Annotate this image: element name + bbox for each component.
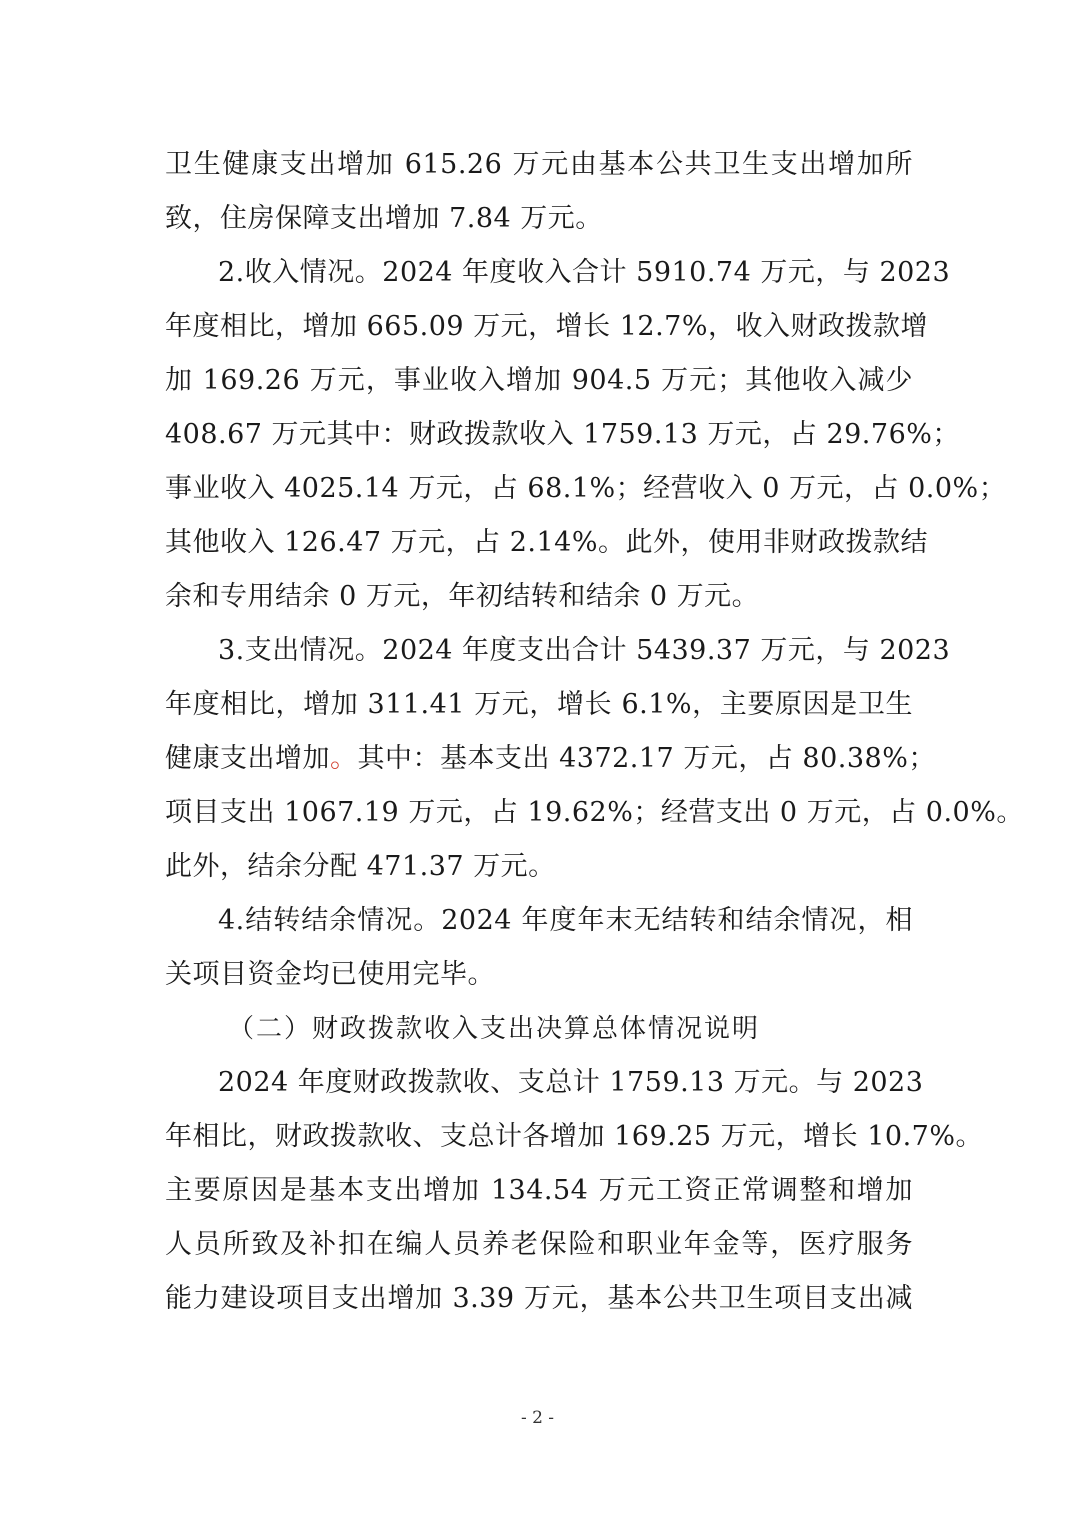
text-line: 主要原因是基本支出增加 134.54 万元工资正常调整和增加 bbox=[165, 1175, 913, 1206]
paragraph-income-start: 2.收入情况。2024 年度收入合计 5910.74 万元，与 2023 bbox=[218, 257, 951, 288]
paragraph-expense-start: 3.支出情况。2024 年度支出合计 5439.37 万元，与 2023 bbox=[218, 635, 951, 666]
text-segment: 其中：基本支出 4372.17 万元，占 80.38%； bbox=[357, 743, 936, 774]
section-heading: （二）财政拨款收入支出决算总体情况说明 bbox=[228, 1014, 761, 1044]
text-line: 能力建设项目支出增加 3.39 万元，基本公共卫生项目支出减 bbox=[165, 1283, 913, 1314]
text-line: 此外，结余分配 471.37 万元。 bbox=[165, 851, 556, 882]
text-line: 人员所致及补扣在编人员养老保险和职业年金等，医疗服务 bbox=[165, 1229, 913, 1260]
text-line: 年相比，财政拨款收、支总计各增加 169.25 万元，增长 10.7%。 bbox=[165, 1121, 983, 1152]
text-fragment: 健康支出增加 bbox=[165, 743, 330, 774]
text-line: 408.67 万元其中：财政拨款收入 1759.13 万元，占 29.76%； bbox=[165, 419, 960, 450]
text-line: 年度相比，增加 665.09 万元，增长 12.7%，收入财政拨款增 bbox=[165, 311, 928, 342]
page-number: - 2 - bbox=[520, 1408, 555, 1428]
red-period-mark: 。 bbox=[330, 743, 358, 774]
text-line: 项目支出 1067.19 万元，占 19.62%；经营支出 0 万元，占 0.0%。 bbox=[165, 797, 1024, 828]
text-line: 加 169.26 万元，事业收入增加 904.5 万元；其他收入减少 bbox=[165, 365, 913, 396]
paragraph-carryover-start: 4.结转结余情况。2024 年度年末无结转和结余情况，相 bbox=[218, 905, 913, 936]
text-line: 余和专用结余 0 万元，年初结转和结余 0 万元。 bbox=[165, 581, 760, 612]
text-line: 致，住房保障支出增加 7.84 万元。 bbox=[165, 203, 603, 234]
text-line: 关项目资金均已使用完毕。 bbox=[165, 959, 495, 990]
text-segment bbox=[165, 739, 358, 779]
text-line: 年度相比，增加 311.41 万元，增长 6.1%，主要原因是卫生 bbox=[165, 689, 913, 720]
text-line: 其他收入 126.47 万元，占 2.14%。此外，使用非财政拨款结 bbox=[165, 527, 928, 558]
text-line: 事业收入 4025.14 万元，占 68.1%；经营收入 0 万元，占 0.0%； bbox=[165, 473, 1007, 504]
paragraph-fiscal-start: 2024 年度财政拨款收、支总计 1759.13 万元。与 2023 bbox=[218, 1067, 924, 1098]
text-line bbox=[165, 739, 936, 779]
text-line: 卫生健康支出增加 615.26 万元由基本公共卫生支出增加所 bbox=[165, 149, 913, 180]
